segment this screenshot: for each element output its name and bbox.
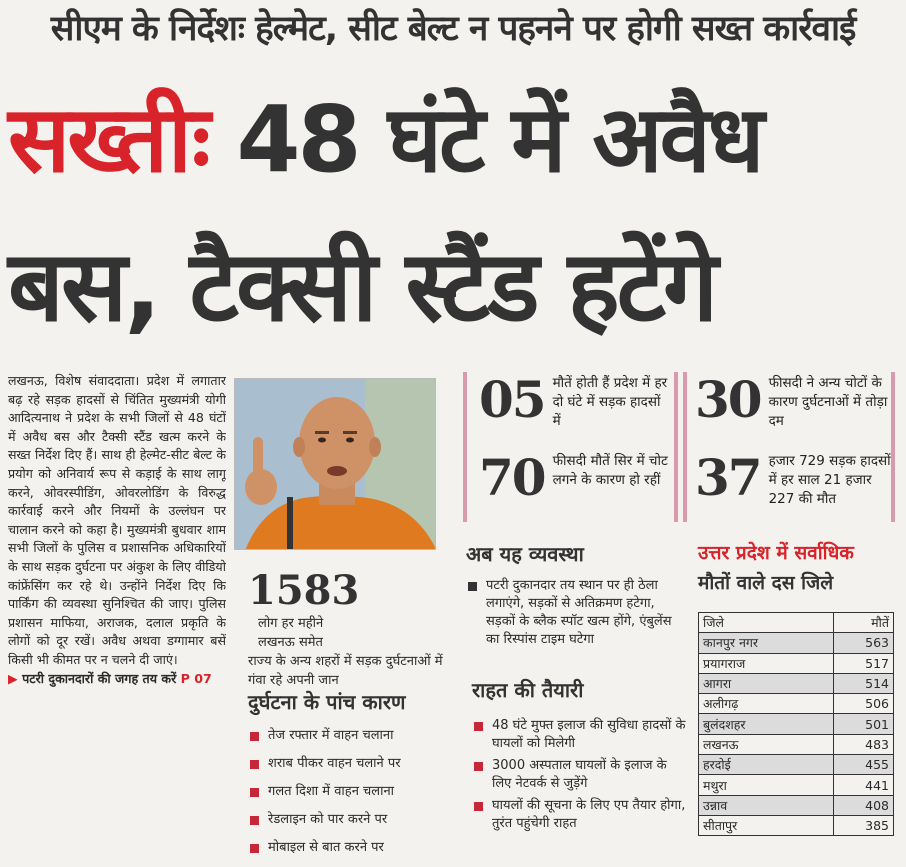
col-deaths: मौतें xyxy=(834,613,894,633)
relief-section xyxy=(472,676,686,837)
system-section xyxy=(466,540,686,649)
district-deaths: 501 xyxy=(834,714,894,734)
district-name: आगरा xyxy=(699,673,834,693)
districts-title xyxy=(698,538,898,598)
district-deaths: 506 xyxy=(834,694,894,714)
district-deaths: 514 xyxy=(834,673,894,693)
causes-list xyxy=(248,727,458,857)
districts-table xyxy=(698,612,894,836)
headline-line-2: बस, टैक्सी स्टैंड हटेंगे xyxy=(8,230,716,344)
table-row xyxy=(699,734,894,754)
table-row xyxy=(699,755,894,775)
table-row xyxy=(699,673,894,693)
district-deaths: 563 xyxy=(834,633,894,653)
stat-number: 30 xyxy=(695,370,761,429)
reference-page: P 07 xyxy=(180,670,212,686)
stat-number: 05 xyxy=(479,370,545,429)
list-item: मोबाइल से बात करने पर xyxy=(248,839,458,857)
district-name: मथुरा xyxy=(699,775,834,795)
stat-text: फीसदी ने अन्य चोटों के कारण दुर्घटनाओं में तोड़ा दम xyxy=(768,375,888,429)
causes-section xyxy=(248,688,458,867)
portrait-icon xyxy=(235,379,436,550)
district-name: उन्नाव xyxy=(699,795,834,815)
stat-text: हजार 729 सड़क हादसों में हर साल 21 हजार 227 की मौत xyxy=(768,453,891,507)
stat-1583-text-1: लोग हर महीने लखनऊ समेत xyxy=(258,616,324,650)
stat-30 xyxy=(695,372,893,431)
districts-title-rest: मौतों वाले दस जिले xyxy=(698,572,834,594)
stat-1583 xyxy=(248,568,456,690)
stat-text: फीसदी मौतें सिर में चोट लगने के कारण हो रहीं xyxy=(552,453,668,488)
district-name: प्रयागराज xyxy=(699,653,834,673)
district-deaths: 483 xyxy=(834,734,894,754)
district-name: अलीगढ़ xyxy=(699,694,834,714)
district-name: कानपुर नगर xyxy=(699,633,834,653)
district-name: लखनऊ xyxy=(699,734,834,754)
stats-box-left xyxy=(463,372,678,522)
district-name: बुलंदशहर xyxy=(699,714,834,734)
stat-05 xyxy=(479,372,673,431)
stats-box-right xyxy=(683,372,895,522)
headline-rest: 48 घंटे में अवैध xyxy=(236,86,762,193)
causes-title: दुर्घटना के पांच कारण xyxy=(248,690,406,714)
col-district: जिले xyxy=(699,613,834,633)
story-body: लखनऊ, विशेष संवाददाता। प्रदेश में लगातार बढ़ रहे सड़क हादसों से चिंतित मुख्यमंत्री योगी आदित्यनाथ ने प्रदेश के सभी जिलों से 48 घंटों में अवैध बस और टैक्सी स्टैंड खत्म करने के सख्त निर्देश दिए हैं। साथ ही हेल्मेट-सीट बेल्ट के प्रयोग को अनिवार्य रूप से कड़ाई के साथ लागू करने, ओवरस्पीडिंग, ओवरलोडिंग के विरुद्ध कार्रवाई करने और नियमों के उल्लंघन पर चालान करने को कहा है। मुख्यमंत्री बुधवार शाम सभी जिलों के पुलिस व प्रशासनिक अधिकारियों के साथ सड़क दुर्घटना पर अंकुश के लिए वीडियो कांफ्रेंसिंग कर रहे थे। उन्होंने निर्देश दिए कि पार्किंग की व्यवस्था सुनिश्चित की जाए। पुलिस प्रशासन माफिया, अराजक, दलाल प्रकृति के लोगों को दूर रखें। अवैध अथवा डग्गामार बसें किसी भी कीमत पर न चलने दी जाएं। xyxy=(8,373,226,667)
district-name: हरदोई xyxy=(699,755,834,775)
table-header-row xyxy=(699,613,894,633)
table-row xyxy=(699,714,894,734)
list-item: पटरी दुकानदार तय स्थान पर ही ठेला लगाएंगे, सड़कों से अतिक्रमण हटेगा, सड़कों के ब्लैक स्पॉट खत्म होंगे, एंबुलेंस का रिस्पांस टाइम घटेगा xyxy=(466,577,686,649)
table-row xyxy=(699,633,894,653)
table-row xyxy=(699,815,894,835)
cm-photo xyxy=(234,378,436,550)
story-column xyxy=(8,372,226,852)
list-item: गलत दिशा में वाहन चलाना xyxy=(248,783,458,801)
list-item: 3000 अस्पताल घायलों के इलाज के लिए नेटवर्क से जुड़ेंगे xyxy=(472,757,686,793)
stat-1583-text-2: राज्य के अन्य शहरों में सड़क दुर्घटनाओं में गंवा रहे अपनी जान xyxy=(248,654,443,688)
list-item: रेडलाइन को पार करने पर xyxy=(248,811,458,829)
district-deaths: 408 xyxy=(834,795,894,815)
table-row xyxy=(699,775,894,795)
list-item: 48 घंटे मुफ्त इलाज की सुविधा हादसों के घायलों को मिलेगी xyxy=(472,717,686,753)
headline-line-1 xyxy=(8,86,762,193)
table-row xyxy=(699,795,894,815)
stat-1583-number: 1583 xyxy=(248,567,360,614)
stat-number: 70 xyxy=(479,448,545,507)
reference-text: पटरी दुकानदारों की जगह तय करें xyxy=(22,670,177,686)
district-deaths: 385 xyxy=(834,815,894,835)
list-item: तेज रफ्तार में वाहन चलाना xyxy=(248,727,458,745)
system-title: अब यह व्यवस्था xyxy=(466,542,584,566)
subheadline: सीएम के निर्देशः हेल्मेट, सीट बेल्ट न पहनने पर होगी सख्त कार्रवाई xyxy=(50,9,856,49)
district-deaths: 517 xyxy=(834,653,894,673)
table-row xyxy=(699,653,894,673)
stat-70 xyxy=(479,450,673,506)
district-deaths: 455 xyxy=(834,755,894,775)
list-item: घायलों की सूचना के लिए एप तैयार होगा, तुरंत पहुंचेगी राहत xyxy=(472,797,686,833)
reference-arrow-icon: ▶ xyxy=(8,670,18,686)
system-list xyxy=(466,577,686,649)
districts-title-red: उत्तर प्रदेश में सर्वाधिक xyxy=(698,542,854,564)
stat-text: मौतें होती हैं प्रदेश में हर दो घंटे में सड़क हादसों में xyxy=(552,375,668,429)
district-name: सीतापुर xyxy=(699,815,834,835)
headline-red-word: सख्तीः xyxy=(8,86,208,193)
stat-37 xyxy=(695,450,893,509)
relief-title: राहत की तैयारी xyxy=(472,678,584,702)
list-item: शराब पीकर वाहन चलाने पर xyxy=(248,755,458,773)
district-deaths: 441 xyxy=(834,775,894,795)
story-reference[interactable] xyxy=(8,670,226,689)
table-row xyxy=(699,694,894,714)
stat-number: 37 xyxy=(695,448,761,507)
relief-list xyxy=(472,717,686,833)
